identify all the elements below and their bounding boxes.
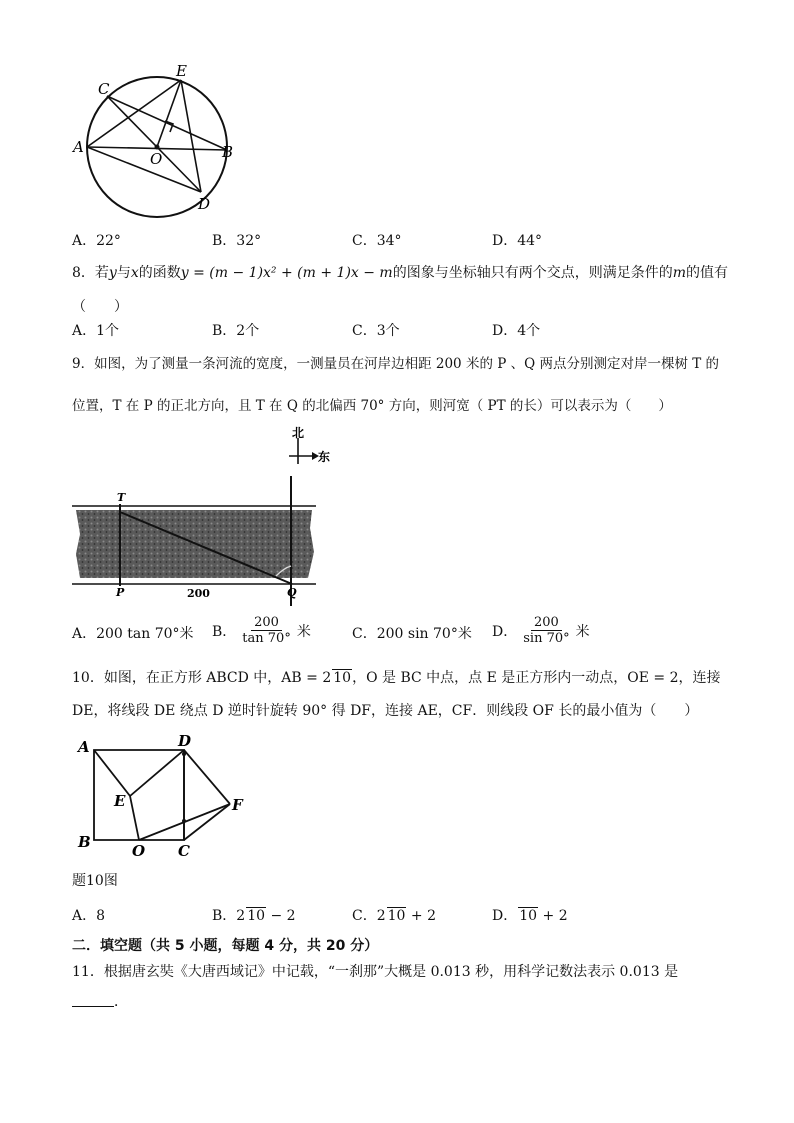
q10-line-OE <box>130 796 139 840</box>
q10-label-F: F <box>232 796 243 814</box>
q10-figure-caption: 题10图 <box>72 873 118 889</box>
q9-option-d: D． $\frac{200}{\sin 70^\circ}$ 米 <box>492 615 590 646</box>
q7-label-B: B <box>222 143 234 161</box>
q10-line-DE <box>130 750 184 796</box>
q10-label-B: B <box>78 833 91 851</box>
q10-line-DF <box>184 750 230 804</box>
q10-point-on-DC <box>182 819 186 823</box>
q7-label-A: A <box>73 138 84 156</box>
q7-line-EO <box>157 80 181 147</box>
q7-option-a: A．22° <box>72 233 121 249</box>
q9-option-c: C．200 sin 70°米 <box>352 626 472 642</box>
q10-stem-line2: DE，将线段 DE 绕点 D 逆时针旋转 90° 得 DF，连接 AE，CF．则线段 OF 长的最小值为（ ） <box>72 703 699 719</box>
q9-label-north: 北 <box>292 426 305 440</box>
q9-river-figure <box>72 426 330 606</box>
q7-label-O: O <box>150 150 163 168</box>
q9-option-b: B． $\frac{200}{\tan 70^\circ}$ 米 <box>212 615 311 646</box>
q7-option-c: C．34° <box>352 233 402 249</box>
q10-label-A: A <box>78 738 90 756</box>
q8-option-b: B．2个 <box>212 323 260 339</box>
q10-stem-line1: 10．如图，在正方形 ABCD 中，AB = 2 10，O 是 BC 中点，点 E 是正方形内一动点，OE = 2，连接 <box>72 670 721 686</box>
q9-option-b-fraction: $\frac{200}{\tan 70^\circ}$ <box>242 615 291 646</box>
q8-formula: y = (m − 1)x² + (m + 1)x − m <box>180 265 393 281</box>
q10-label-O: O <box>132 842 146 860</box>
q9-option-a: A．200 tan 70°米 <box>72 626 194 642</box>
q9-option-d-fraction: $\frac{200}{\sin 70^\circ}$ <box>523 615 570 646</box>
q7-circle-figure <box>70 64 250 224</box>
q10-label-D: D <box>178 732 192 750</box>
q10-label-C: C <box>178 842 190 860</box>
q10-option-c: C．2 10 + 2 <box>352 908 436 924</box>
q9-label-P: P <box>116 586 125 599</box>
q11-stem-line1: 11．根据唐玄奘《大唐西域记》中记载，“一刹那”大概是 0.013 秒，用科学记数法表示 0.013 是 <box>72 964 679 980</box>
q8-option-d: D．4个 <box>492 323 541 339</box>
q10-label-E: E <box>114 792 126 810</box>
q7-point-O <box>155 145 160 150</box>
q9-stem-line1: 9．如图，为了测量一条河流的宽度，一测量员在河岸边相距 200 米的 P 、Q 两点分别测定对岸一棵树 T 的 <box>72 356 720 372</box>
q10-line-AE <box>94 750 130 796</box>
q10-square-figure <box>72 732 252 862</box>
q10-option-a: A．8 <box>72 908 106 924</box>
q7-option-b: B．32° <box>212 233 262 249</box>
q7-label-C: C <box>98 80 110 98</box>
q9-label-Q: Q <box>287 586 297 599</box>
q8-stem-line2: （ ） <box>72 299 128 315</box>
q8-stem-line1: 8．若y与x的函数y = (m − 1)x² + (m + 1)x − m的图象与坐标轴只有两个交点，则满足条件的m的值有 <box>72 265 728 281</box>
q7-label-D: D <box>198 195 211 213</box>
q10-point-D <box>182 752 186 756</box>
q10-option-b: B．2 10 − 2 <box>212 908 296 924</box>
q9-label-east: 东 <box>317 450 330 464</box>
section2-heading: 二．填空题（共 5 小题，每题 4 分，共 20 分） <box>72 938 379 954</box>
q7-line-AD <box>87 147 201 192</box>
q10-option-d: D． 10 + 2 <box>492 908 568 924</box>
q8-option-c: C．3个 <box>352 323 400 339</box>
q9-stem-line2: 位置，T 在 P 的正北方向，且 T 在 Q 的北偏西 70° 方向，则河宽（ PT 的长）可以表示为（ ） <box>72 398 672 414</box>
q9-label-dist: 200 <box>187 587 210 600</box>
q7-line-CB <box>107 96 227 150</box>
q11-stem-line2: ． <box>114 994 128 1010</box>
q10-square-ABCD <box>94 750 184 840</box>
q9-label-T: T <box>117 491 126 504</box>
q8-option-a: A．1个 <box>72 323 120 339</box>
q7-label-E: E <box>176 62 187 80</box>
q11-answer-blank[interactable] <box>72 1006 114 1007</box>
q7-option-d: D．44° <box>492 233 543 249</box>
q10-line-CF <box>184 804 230 840</box>
